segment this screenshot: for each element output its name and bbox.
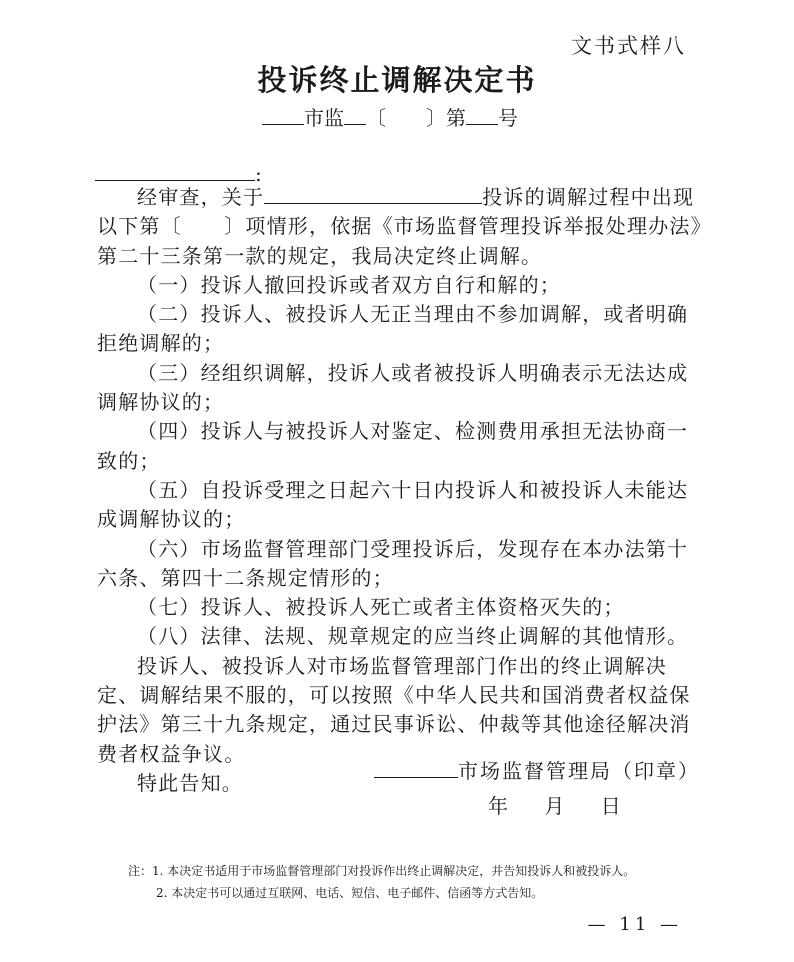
list-item: （八）法律、法规、规章规定的应当终止调解的其他情形。 xyxy=(137,624,689,649)
document-number xyxy=(262,102,518,131)
page-number: — 11 — xyxy=(587,914,682,935)
paragraph-closing: 特此告知。 xyxy=(137,770,243,795)
list-item: （五）自投诉受理之日起六十日内投诉人和被投诉人未能达成调解协议的； xyxy=(97,477,689,532)
signature-line xyxy=(374,755,700,784)
code-blank xyxy=(344,104,366,125)
review-intro: 经审查，关于 xyxy=(137,185,265,209)
serial-blank xyxy=(466,104,498,125)
doc-number-middle: 市监 xyxy=(304,106,344,130)
list-item: （六）市场监督管理部门受理投诉后，发现存在本办法第十六条、第四十二条规定情形的； xyxy=(97,536,689,590)
list-item: （七）投诉人、被投诉人死亡或者主体资格灭失的； xyxy=(137,595,625,620)
document-title: 投诉终止调解决定书 xyxy=(257,63,537,97)
note-2: 2. 本决定书可以通过互联网、电话、短信、电子邮件、信函等方式告知。 xyxy=(156,886,544,900)
signature-text: 市场监督管理局（印章） xyxy=(458,759,700,783)
list-item: （四）投诉人与被投诉人对鉴定、检测费用承担无法协商一致的； xyxy=(97,419,689,473)
doc-number-bracket: 〔 〕第 xyxy=(366,106,466,130)
list-item: （一）投诉人撤回投诉或者双方自行和解的； xyxy=(137,272,561,297)
list-item: （三）经组织调解，投诉人或者被投诉人明确表示无法达成调解协议的； xyxy=(97,360,689,415)
paragraph-review xyxy=(97,183,709,271)
doc-number-suffix: 号 xyxy=(498,106,518,130)
region-blank xyxy=(262,104,304,125)
note-1: 注：1. 本决定书适用于市场监督管理部门对投诉作出终止调解决定，并告知投诉人和被投诉人。 xyxy=(128,864,636,878)
paragraph-remedy: 投诉人、被投诉人对市场监督管理部门作出的终止调解决定、调解结果不服的，可以按照《中华人民共和国消费者权益保护法》第三十九条规定，通过民事诉讼、仲裁等其他途径解决消费者权益争议。 xyxy=(97,653,691,766)
date-line: 年 月 日 xyxy=(488,794,622,818)
bureau-blank xyxy=(374,757,458,778)
complaint-blank xyxy=(264,185,482,204)
list-item: （二）投诉人、被投诉人无正当理由不参加调解，或者明确拒绝调解的； xyxy=(97,302,689,356)
addressee-colon: : xyxy=(255,162,262,186)
review-text: 投诉的调解过程中出现以下第〔 〕项情形，依据《市场监督管理投诉举报处理办法》第二十三条第一款的规定，我局决定终止调解。 xyxy=(97,185,702,268)
document-body xyxy=(97,183,709,798)
addressee-blank xyxy=(95,160,255,181)
form-label: 文书式样八 xyxy=(571,34,686,58)
footnotes xyxy=(128,860,635,904)
